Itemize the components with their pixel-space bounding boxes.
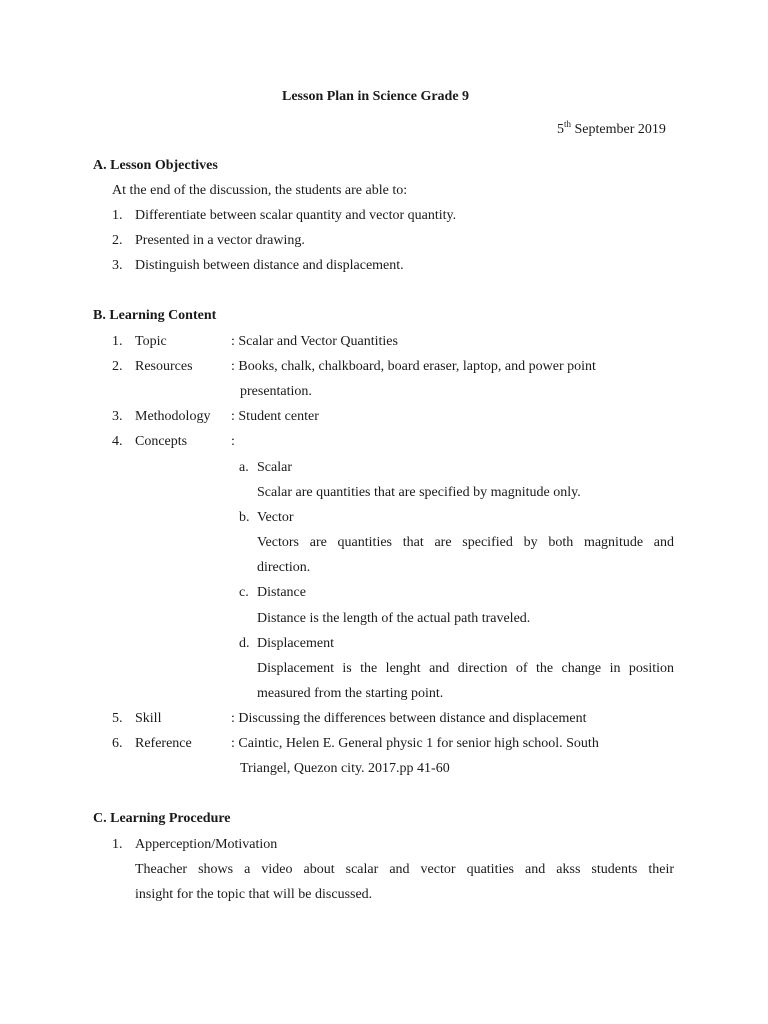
content-value: : Discussing the differences between distance and displacement [231, 711, 587, 726]
section-a-heading: A. Lesson Objectives [93, 158, 218, 173]
section-b-heading: B. Learning Content [93, 308, 217, 323]
concept-definition: Displacement is the lenght and direction of the change in position [257, 661, 674, 676]
concept-term: Scalar [257, 460, 292, 475]
objective-text: Differentiate between scalar quantity and vector quantity. [135, 208, 457, 223]
procedure-body-continued: insight for the topic that will be discussed. [135, 887, 373, 902]
concept-term: Vector [257, 510, 294, 525]
concept-letter: b. [239, 510, 250, 525]
section-a-intro: At the end of the discussion, the students are able to: [112, 183, 408, 198]
content-value-continued: Triangel, Quezon city. 2017.pp 41-60 [240, 761, 450, 776]
concept-definition: Vectors are quantities that are specified by both magnitude and [257, 535, 674, 550]
date-suffix: th [564, 119, 572, 129]
content-number: 5. [112, 711, 123, 726]
concept-letter: a. [239, 460, 249, 475]
content-label: Reference [135, 736, 192, 751]
content-value: : Books, chalk, chalkboard, board eraser, laptop, and power point [231, 359, 596, 374]
date-day: 5 [557, 122, 564, 137]
content-label: Methodology [135, 409, 211, 424]
content-number: 2. [112, 359, 123, 374]
content-value: : Scalar and Vector Quantities [231, 334, 398, 349]
document-title: Lesson Plan in Science Grade 9 [282, 89, 470, 104]
content-value: : Caintic, Helen E. General physic 1 for senior high school. South [231, 736, 599, 751]
objective-text: Presented in a vector drawing. [135, 233, 305, 248]
content-label: Skill [135, 711, 162, 726]
content-label: Resources [135, 359, 193, 374]
date-rest: September 2019 [571, 122, 666, 137]
content-number: 3. [112, 409, 123, 424]
procedure-number: 1. [112, 837, 123, 852]
content-number: 4. [112, 434, 123, 449]
content-value: : Student center [231, 409, 319, 424]
concept-term: Displacement [257, 636, 334, 651]
content-number: 6. [112, 736, 123, 751]
content-label: Topic [135, 334, 167, 349]
concept-letter: d. [239, 636, 250, 651]
content-number: 1. [112, 334, 123, 349]
content-value: : [231, 434, 235, 449]
concept-letter: c. [239, 585, 249, 600]
content-label: Concepts [135, 434, 188, 449]
objective-number: 1. [112, 208, 123, 223]
procedure-body: Theacher shows a video about scalar and vector quatities and akss students their [135, 862, 674, 877]
section-c-heading: C. Learning Procedure [93, 811, 231, 826]
objective-number: 2. [112, 233, 123, 248]
concept-definition-continued: direction. [257, 560, 311, 575]
content-value-continued: presentation. [240, 384, 312, 399]
procedure-title: Apperception/Motivation [135, 837, 278, 852]
concept-term: Distance [257, 585, 306, 600]
objective-text: Distinguish between distance and displacement. [135, 258, 404, 273]
document-date [557, 119, 666, 138]
concept-definition: Distance is the length of the actual path traveled. [257, 611, 531, 626]
concept-definition: Scalar are quantities that are specified by magnitude only. [257, 485, 581, 500]
objective-number: 3. [112, 258, 123, 273]
concept-definition-continued: measured from the starting point. [257, 686, 444, 701]
